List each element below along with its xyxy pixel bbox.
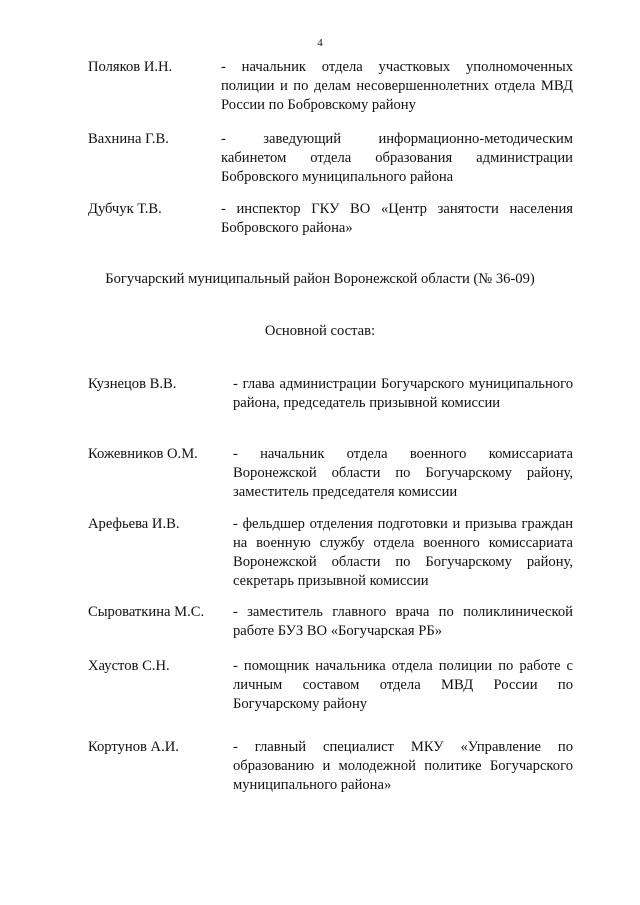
member-role: - инспектор ГКУ ВО «Центр занятости населения Бобровского района» <box>221 201 573 236</box>
member-role: - глава администрации Богучарского муниципального района, председатель призывной комиссии <box>233 376 573 411</box>
member-name: Сыроваткина М.С. <box>88 604 205 620</box>
member-name: Дубчук Т.В. <box>88 201 162 217</box>
member-name: Кузнецов В.В. <box>88 376 177 392</box>
member-role: - заместитель главного врача по поликлинической работе БУЗ ВО «Богучарская РБ» <box>233 604 573 639</box>
member-name: Хаустов С.Н. <box>88 658 170 674</box>
member-name: Вахнина Г.В. <box>88 131 169 147</box>
composition-heading: Основной состав: <box>264 323 376 339</box>
member-name: Кортунов А.И. <box>88 739 179 755</box>
member-name: Кожевников О.М. <box>88 446 198 462</box>
member-role: - заведующий информационно-методическим кабинетом отдела образования администрации Бобровского муниципального района <box>221 131 573 185</box>
member-name: Арефьева И.В. <box>88 516 180 532</box>
member-name: Поляков И.Н. <box>88 59 173 75</box>
page-number: 4 <box>317 37 323 49</box>
member-role: - фельдшер отделения подготовки и призыва граждан на военную службу отдела военного комиссариата Воронежской области по Богучарскому району, секретарь призывной комиссии <box>233 516 573 589</box>
district-heading: Богучарский муниципальный район Воронежской области (№ 36-09) <box>105 271 535 287</box>
member-role: - начальник отдела военного комиссариата Воронежской области по Богучарскому району, заместитель председателя комиссии <box>233 446 573 500</box>
member-role: - начальник отдела участковых уполномоченных полиции и по делам несовершеннолетних отдела МВД России по Бобровскому району <box>221 59 573 113</box>
member-role: - главный специалист МКУ «Управление по образованию и молодежной политике Богучарского муниципального района» <box>233 739 573 793</box>
member-role: - помощник начальника отдела полиции по работе с личным составом отдела МВД России по Богучарскому району <box>233 658 573 712</box>
